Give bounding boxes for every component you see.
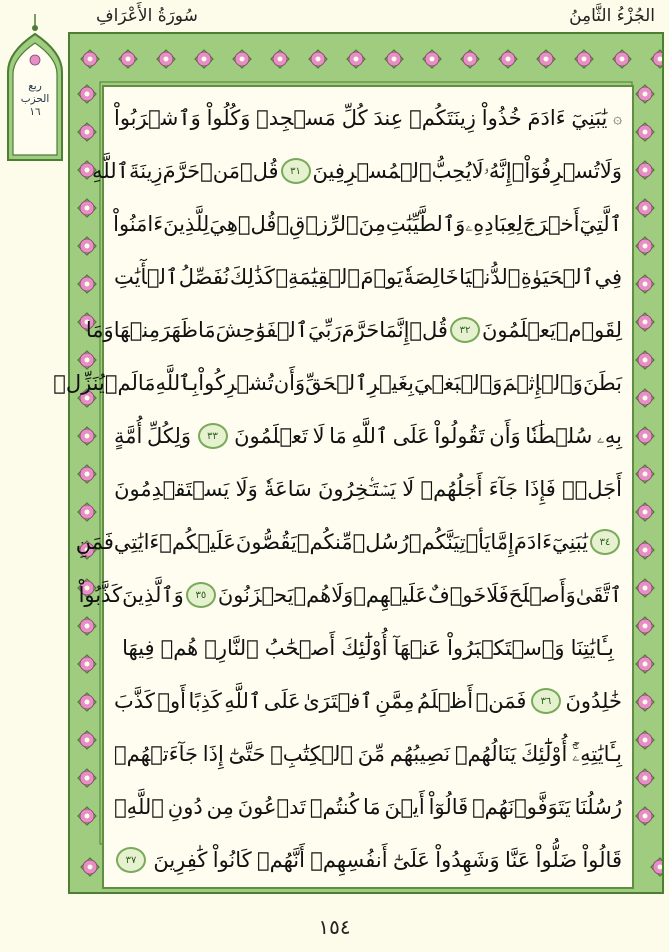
word: أُوْلَٰٓئِكَ xyxy=(520,742,568,766)
word: أَظۡلَمُ xyxy=(417,689,474,713)
text-line xyxy=(75,515,622,569)
word: رُسُلٞ xyxy=(352,530,409,554)
flower-ornament xyxy=(638,657,652,671)
text-line xyxy=(53,356,622,410)
word: يَحۡزَنُونَ xyxy=(217,583,294,607)
surah-title: سُورَةُ الأَعْرَافِ xyxy=(96,6,198,26)
word: إِنَّمَا xyxy=(379,318,410,342)
text-line xyxy=(114,727,622,781)
word: يَقُصُّونَ xyxy=(235,530,297,554)
word: وَلَا xyxy=(599,159,622,183)
word: ٱللَّهِ xyxy=(351,424,389,448)
word: وَٱشۡرَبُواْ xyxy=(114,106,201,130)
word: رَبِّيَ xyxy=(308,318,342,342)
verse-number-marker: ٣٤ xyxy=(590,529,620,555)
word: تُسۡرِفُوٓاْۚ xyxy=(511,159,600,183)
flower-ornament xyxy=(425,52,439,66)
word: حَرَّمَ xyxy=(162,159,201,183)
word: عَنَّا xyxy=(505,848,531,872)
text-line xyxy=(114,197,622,251)
word: وَٱلَّذِينَ xyxy=(122,583,184,607)
flower-ornament xyxy=(501,52,515,66)
flower-ornament xyxy=(638,695,652,709)
text-line xyxy=(92,144,622,198)
word: عَلَى xyxy=(392,424,430,448)
word: فَمَنِ xyxy=(75,530,114,554)
word: خَٰلِدُونَ xyxy=(565,689,622,713)
word: ٱلۡمُسۡرِفِينَ xyxy=(312,159,432,183)
word: قُلۡ xyxy=(237,212,277,236)
word: لِلَّذِينَ xyxy=(163,212,210,236)
verse-number-marker: ٣٦ xyxy=(531,688,561,714)
word: وَأَن xyxy=(273,371,306,395)
word: ٱلۡفَوَٰحِشَ xyxy=(215,318,309,342)
word: يَوۡمَ xyxy=(360,265,403,289)
flower-ornament xyxy=(638,239,652,253)
verse-number-marker: ٣٢ xyxy=(450,317,480,343)
word: مَنۡ xyxy=(200,159,240,183)
word: يَعۡلَمُونَ xyxy=(481,318,556,342)
word: ٱلۡأٓيَٰتِ xyxy=(114,265,179,289)
word: إِمَّا xyxy=(490,530,514,554)
word: ٱللَّهِ xyxy=(224,689,262,713)
text-line xyxy=(78,568,622,622)
word: بِـَٔايَٰتِهِۦٓۚ xyxy=(572,741,622,766)
flower-ornament xyxy=(638,733,652,747)
word: بِـَٔايَٰتِنَا xyxy=(570,636,614,660)
word: خَالِصَةٗ xyxy=(403,265,459,289)
flower-ornament xyxy=(80,505,94,519)
word: وَشَهِدُواْ xyxy=(435,848,500,872)
word: مَا xyxy=(197,318,216,342)
word: وَٱلۡبَغۡيَ xyxy=(414,371,503,395)
word: أُمَّةٍ xyxy=(114,424,143,448)
word: عِندَ xyxy=(373,106,404,130)
flower-ornament xyxy=(638,581,652,595)
word: عَلَىٰٓ xyxy=(392,848,430,872)
flower-ornament xyxy=(80,733,94,747)
word: هِيَ xyxy=(209,212,238,236)
word: هُمۡ xyxy=(160,636,199,660)
flower-ornament xyxy=(387,52,401,66)
word: أَخۡرَجَ xyxy=(522,212,580,236)
word: قَالُواْ xyxy=(582,848,622,872)
flower-ornament xyxy=(349,52,363,66)
word: لَمۡ xyxy=(104,371,138,395)
flower-ornament xyxy=(638,467,652,481)
word: كَٰفِرِينَ xyxy=(153,848,208,872)
word: يَسۡتَقۡدِمُونَ xyxy=(114,477,230,501)
word: تَدۡعُونَ xyxy=(237,795,306,819)
word: قُلۡ xyxy=(409,318,448,342)
word: كُنتُمۡ xyxy=(309,795,360,819)
flower-ornament xyxy=(638,391,652,405)
word: لِعِبَادِهِۦ xyxy=(465,211,523,236)
word: ءَادَمَ xyxy=(513,530,552,554)
word: ظَهَرَ xyxy=(159,318,198,342)
page-number: ١٥٤ xyxy=(318,915,351,939)
flower-ornament xyxy=(83,860,97,874)
word: ءَامَنُواْ xyxy=(113,212,164,236)
word: إِنَّهُۥ xyxy=(483,158,512,183)
flower-ornament xyxy=(80,657,94,671)
flower-ornament xyxy=(653,860,662,874)
word: يَأۡتِيَنَّكُمۡ xyxy=(408,530,491,554)
verse-number-marker: ٣٣ xyxy=(198,423,228,449)
flower-ornament xyxy=(463,52,477,66)
word: قُلۡ xyxy=(239,159,279,183)
word: يَسۡتَـٔۡخِرُونَ xyxy=(317,476,397,501)
flower-ornament xyxy=(638,505,652,519)
flower-ornament xyxy=(80,467,94,481)
flower-ornament xyxy=(80,201,94,215)
word: وَمَا xyxy=(85,318,114,342)
hizb-line3: ١٦ xyxy=(29,106,41,118)
flower-ornament xyxy=(80,125,94,139)
word: ٱلَّتِيٓ xyxy=(579,212,622,236)
word: يَٰبَنِيٓ xyxy=(551,530,588,554)
word: وَٱلطَّيِّبَٰتِ xyxy=(385,212,466,236)
word: هُمۡ xyxy=(293,583,332,607)
word: ٱلرِّزۡقِۚ xyxy=(276,212,359,236)
word: قَالُوٓاْ xyxy=(428,795,469,819)
word: خُذُواْ xyxy=(481,106,522,130)
flower-ornament xyxy=(638,771,652,785)
word: يَٰبَنِيٓ xyxy=(571,106,608,130)
flower-ornament xyxy=(80,809,94,823)
word: يَنَالُهُمۡ xyxy=(454,742,517,766)
word: حَتَّىٰٓ xyxy=(228,742,266,766)
text-line xyxy=(85,303,622,357)
word: كَذَّبُواْ xyxy=(78,583,123,607)
word: سُلۡطَٰنٗا xyxy=(525,424,593,448)
word: أَصۡحَٰبُ xyxy=(264,636,336,660)
flower-ornament xyxy=(638,315,652,329)
flower-ornament xyxy=(80,353,94,367)
verse-number-marker: ٣٥ xyxy=(186,582,216,608)
word: لَا xyxy=(471,159,484,183)
word: وَلِكُلِّ xyxy=(146,424,191,448)
text-line xyxy=(114,91,622,145)
word: ٱفۡتَرَىٰ xyxy=(303,689,373,713)
word: كَانُواْ xyxy=(212,848,252,872)
word: تُشۡرِكُواْ xyxy=(198,371,274,395)
word: كَذَّبَ xyxy=(114,689,155,713)
word: تَعۡلَمُونَ xyxy=(234,424,309,448)
flower-ornament xyxy=(653,52,662,66)
flower-ornament xyxy=(638,809,652,823)
word: إِذَا xyxy=(202,742,224,766)
word: عَنۡهَآ xyxy=(393,636,442,660)
flower-ornament xyxy=(577,52,591,66)
word: ٱللَّهِ xyxy=(92,159,129,183)
flower-ornament xyxy=(159,52,173,66)
word: بَطَنَ xyxy=(582,371,622,395)
word: كُلِّ xyxy=(341,106,368,130)
word: وَكُلُواْ xyxy=(206,106,251,130)
flower-ornament xyxy=(197,52,211,66)
word: أَنَّهُمۡ xyxy=(257,848,305,872)
flower-ornament xyxy=(638,125,652,139)
word: أَجَلُهُمۡ xyxy=(420,477,483,501)
flower-ornament xyxy=(80,429,94,443)
word: مِن xyxy=(206,795,234,819)
flower-ornament xyxy=(83,52,97,66)
word: ٱلنَّارِۖ xyxy=(204,636,259,660)
word: وَلَا xyxy=(235,477,258,501)
word: زِينَتَكُمۡ xyxy=(409,106,476,130)
word: وَأَن xyxy=(489,424,521,448)
word: يُحِبُّ xyxy=(431,159,472,183)
verse-number-marker: ٣٧ xyxy=(116,847,146,873)
word: جَآءَ xyxy=(488,477,518,501)
text-line xyxy=(114,674,622,728)
word: أَجَلٞۖ xyxy=(562,477,622,501)
word: زِينَةَ xyxy=(128,159,163,183)
word: لَا xyxy=(402,477,415,501)
flower-ornament xyxy=(638,87,652,101)
word: يَتَوَفَّوۡنَهُمۡ xyxy=(472,795,571,819)
word: بِغَيۡرِ xyxy=(367,371,415,395)
flower-ornament xyxy=(273,52,287,66)
word: مِّنكُمۡ xyxy=(296,530,353,554)
flower-ornament xyxy=(80,771,94,785)
word: ٱلدُّنۡيَا xyxy=(459,265,521,289)
word: بِهِۦ xyxy=(596,423,622,448)
word: فَإِذَا xyxy=(524,477,556,501)
word: ٱلۡقِيَٰمَةِۗ xyxy=(275,265,361,289)
word: رُسُلُنَا xyxy=(574,795,622,819)
flower-ornament xyxy=(615,52,629,66)
quran-text-area xyxy=(53,85,634,889)
flower-ornament xyxy=(638,201,652,215)
word: مَسۡجِدٖ xyxy=(256,106,336,130)
flower-ornament xyxy=(638,429,652,443)
flower-ornament xyxy=(638,163,652,177)
word: وَٱلۡإِثۡمَ xyxy=(502,371,583,395)
hizb-line2: الحزب xyxy=(20,93,50,105)
word: خَوۡفٌ xyxy=(428,583,487,607)
text-line xyxy=(114,462,622,516)
juz-title: الجُزْءُ الثَّامِنُ xyxy=(569,6,655,26)
word: مِنَ xyxy=(358,212,386,236)
word: مِّنَ xyxy=(357,742,385,766)
word: بِٱللَّهِ xyxy=(155,371,199,395)
word: لِقَوۡمٖ xyxy=(555,318,622,342)
flower-ornament xyxy=(539,52,553,66)
word: وَأَصۡلَحَ xyxy=(508,583,576,607)
text-line xyxy=(114,780,622,834)
word: ٱلۡحَقِّ xyxy=(305,371,368,395)
word: مِنۡهَا xyxy=(113,318,160,342)
text-line xyxy=(114,621,622,675)
flower-ornament xyxy=(638,619,652,633)
word: نَصِيبُهُم xyxy=(389,742,451,766)
word: لَا xyxy=(312,424,325,448)
flower-ornament xyxy=(311,52,325,66)
flower-ornament xyxy=(235,52,249,66)
flower-ornament xyxy=(638,543,652,557)
word: كَذِبًا xyxy=(188,689,222,713)
word: أَيۡنَ xyxy=(384,795,425,819)
word: سَاعَةٗ xyxy=(263,477,312,501)
word: مَا xyxy=(137,371,156,395)
flower-ornament xyxy=(80,239,94,253)
word: يُنَزِّلۡ xyxy=(53,371,105,395)
text-line xyxy=(114,250,622,304)
word: فِيهَا xyxy=(122,636,155,660)
word: تَقُولُواْ xyxy=(434,424,485,448)
flower-ornament xyxy=(80,619,94,633)
word: أَنفُسِهِمۡ xyxy=(310,848,388,872)
word: ءَادَمَ xyxy=(527,106,566,130)
word: وَلَا xyxy=(331,583,354,607)
word: وَٱسۡتَكۡبَرُواْ xyxy=(447,636,565,660)
flower-ornament xyxy=(121,52,135,66)
text-line xyxy=(114,409,622,463)
word: ٱلۡحَيَوٰةِ xyxy=(520,265,594,289)
hizb-label xyxy=(14,80,56,119)
flower-ornament xyxy=(80,695,94,709)
hizb-line1: ربع xyxy=(28,80,42,92)
word: جَآءَتۡهُمۡ xyxy=(114,742,198,766)
flower-ornament xyxy=(80,87,94,101)
word: مَا xyxy=(329,424,347,448)
word: ٱلۡكِتَٰبِۖ xyxy=(270,742,353,766)
word: دُونِ xyxy=(167,795,203,819)
rub-el-hizb-icon: ۞ xyxy=(613,109,622,127)
word: عَلَيۡهِمۡ xyxy=(353,583,429,607)
word: فَلَا xyxy=(486,583,509,607)
word: مَا xyxy=(362,795,381,819)
word: ءَايَٰتِي xyxy=(113,530,160,554)
word: عَلَيۡكُمۡ xyxy=(159,530,236,554)
word: ضَلُّواْ xyxy=(535,848,578,872)
flower-ornament xyxy=(80,277,94,291)
word: عَلَى xyxy=(263,689,301,713)
word: فِي xyxy=(594,265,622,289)
word: أَوۡ xyxy=(157,689,186,713)
word: ٱتَّقَىٰ xyxy=(575,583,622,607)
word: أُوْلَٰٓئِكَ xyxy=(341,636,388,660)
verse-number-marker: ٣١ xyxy=(281,158,311,184)
word: ٱللَّهِۖ xyxy=(114,795,164,819)
word: حَرَّمَ xyxy=(341,318,380,342)
word: نُفَصِّلُ xyxy=(178,265,230,289)
word: مِمَّنِ xyxy=(375,689,415,713)
flower-ornament xyxy=(638,277,652,291)
text-line xyxy=(114,833,622,887)
flower-ornament xyxy=(638,353,652,367)
word: كَذَٰلِكَ xyxy=(229,265,275,289)
word: فَمَنۡ xyxy=(475,689,527,713)
